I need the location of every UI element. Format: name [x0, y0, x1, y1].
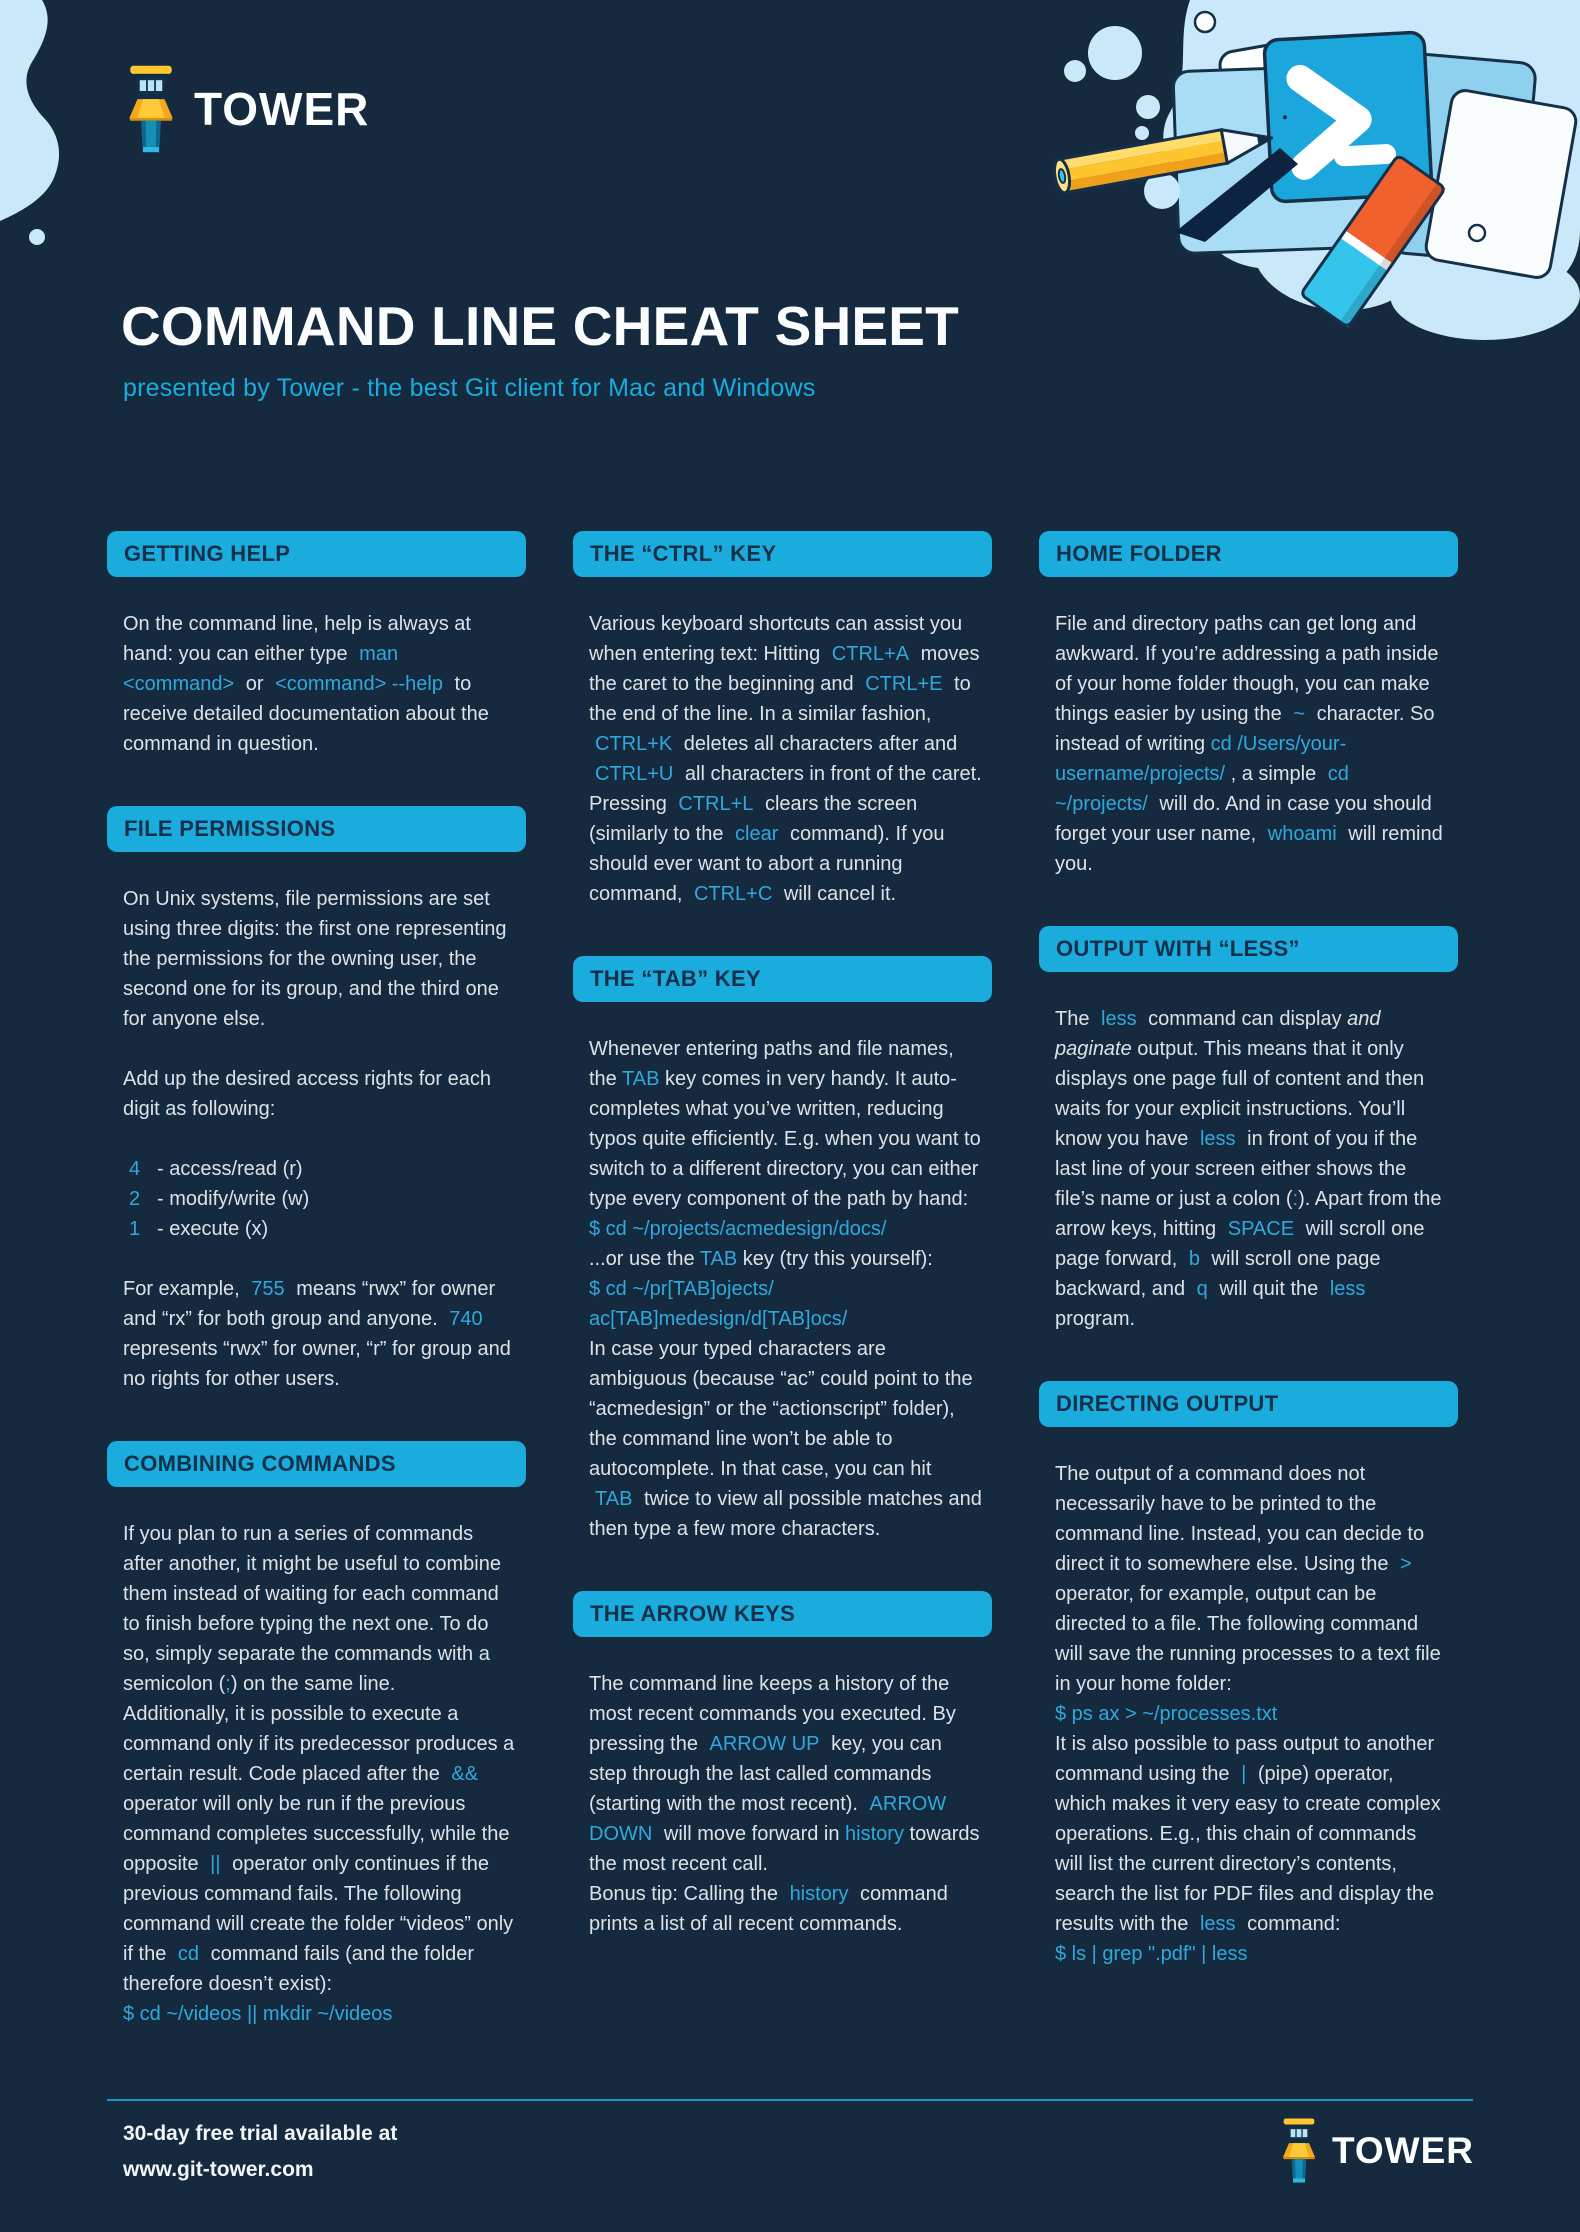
text-run: ) on the same line.	[230, 1673, 396, 1695]
section-header: OUTPUT WITH “LESS”	[1039, 926, 1458, 972]
section-body	[1039, 577, 1458, 879]
paragraph	[123, 884, 516, 1034]
section-body	[1039, 972, 1458, 1334]
inline-code: TAB	[595, 1488, 633, 1510]
inline-code: &&	[451, 1763, 479, 1785]
permission-digit: 2	[129, 1188, 141, 1210]
code-line: $ ls | grep ".pdf" | less	[1055, 1943, 1248, 1965]
section-body	[107, 852, 526, 1394]
bubble-icon	[1469, 225, 1485, 241]
inline-code: ARROW UP	[709, 1733, 820, 1755]
footer-divider	[107, 2099, 1473, 2101]
inline-code: cd /Users/your-username/projects/	[1055, 733, 1347, 785]
text-run: Bonus tip: Calling the	[589, 1883, 784, 1905]
text-run: or	[240, 673, 270, 695]
text-run: output. This means that it only displays one page full of content and then waits for your explicit instructions. You’ll know you have	[1055, 1038, 1425, 1150]
text-run: will remind you.	[1055, 823, 1443, 875]
paragraph	[1055, 1729, 1448, 1939]
section-header: HOME FOLDER	[1039, 531, 1458, 577]
code-line: $ ps ax > ~/processes.txt	[1055, 1703, 1278, 1725]
text-run: , a simple	[1225, 763, 1322, 785]
inline-code: :	[1292, 1188, 1299, 1210]
paragraph	[589, 1034, 982, 1214]
text-run: On Unix systems, file permissions are set using three digits: the first one representing the permissions for the owning user, the second one for its group, and the third one for anyone else.	[123, 888, 507, 1030]
text-run: The command line keeps a history of the most recent commands you executed. By pressing the	[589, 1673, 956, 1755]
section-header: DIRECTING OUTPUT	[1039, 1381, 1458, 1427]
text-run: File and directory paths can get long and awkward. If you’re addressing a path inside of your home folder though, you can make things easier by using the	[1055, 613, 1439, 725]
text-run: in front of you if the last line of your screen either shows the file’s name or just a colon (	[1055, 1128, 1418, 1210]
inline-code: history	[845, 1823, 904, 1845]
text-run: (pipe) operator, which makes it very easy to create complex operations. E.g., this chain of commands will list the current directory’s contents, search the list for PDF files and display the results with the	[1055, 1763, 1441, 1935]
permission-label: - access/read (r)	[157, 1158, 303, 1180]
list-item	[123, 1184, 516, 1214]
inline-code: CTRL+K	[595, 733, 673, 755]
text-run: Add up the desired access rights for each digit as following:	[123, 1068, 491, 1120]
footer-note	[123, 2116, 397, 2188]
text-run: On the command line, help is always at hand: you can either type	[123, 613, 471, 665]
footer-brand	[1279, 2117, 1474, 2184]
text-run: represents “rwx” for owner, “r” for group and no rights for other users.	[123, 1338, 511, 1390]
paragraph	[123, 609, 516, 759]
text-run: ...or use the	[589, 1248, 700, 1270]
inline-code: b	[1188, 1248, 1200, 1270]
section-body	[573, 1637, 992, 1939]
text-run: Various keyboard shortcuts can assist you when entering text: Hitting	[589, 613, 963, 665]
text-run: ). Apart from the arrow keys, hitting	[1055, 1188, 1442, 1240]
text-run: to the end of the line. In a similar fashion,	[589, 673, 971, 725]
text-run: command:	[1241, 1913, 1341, 1935]
inline-code: whoami	[1267, 823, 1337, 845]
section-file-permissions	[107, 806, 526, 1394]
text-run: operator will only be run if the previous command completes successfully, while the opposite	[123, 1793, 510, 1875]
header-brand	[124, 64, 369, 154]
paragraph	[123, 1064, 516, 1124]
inline-code: ARROW DOWN	[589, 1793, 947, 1845]
inline-code: man <command>	[123, 643, 399, 695]
code-line: $ cd ~/projects/acmedesign/docs/	[589, 1218, 887, 1240]
section-header: THE ARROW KEYS	[573, 1591, 992, 1637]
inline-code: less	[1101, 1008, 1137, 1030]
text-run: will scroll one page forward,	[1055, 1218, 1425, 1270]
inline-code: cd	[177, 1943, 200, 1965]
inline-code: CTRL+C	[693, 883, 773, 905]
text-run: command). If you should ever want to abort a running command,	[589, 823, 945, 905]
list-item	[123, 1154, 516, 1184]
inline-code: TAB	[699, 1248, 738, 1270]
section-body	[107, 577, 526, 759]
code-line: $ cd ~/pr[TAB]ojects/	[589, 1278, 774, 1300]
section-body	[573, 1002, 992, 1544]
column	[1039, 531, 1458, 2016]
text-run: deletes all characters after and	[678, 733, 958, 755]
inline-code: SPACE	[1227, 1218, 1295, 1240]
inline-code: CTRL+A	[831, 643, 910, 665]
bubble-icon	[1195, 12, 1215, 32]
text-run: means “rwx” for owner and “rx” for both group and anyone.	[123, 1278, 496, 1330]
section-body	[107, 1487, 526, 2029]
text-run: operator, for example, output can be directed to a file. The following command will save the running processes to a text file in your home folder:	[1055, 1583, 1441, 1695]
section-output-with-less	[1039, 926, 1458, 1334]
text-run: to receive detailed documentation about the command in question.	[123, 673, 489, 755]
inline-code: >	[1400, 1553, 1412, 1575]
inline-code: less	[1199, 1913, 1236, 1935]
text-run: twice to view all possible matches and then type a few more characters.	[589, 1488, 982, 1540]
brand-name: TOWER	[1331, 2129, 1474, 2171]
inline-code: cd ~/projects/	[1055, 763, 1349, 815]
text-run: character. So instead of writing	[1055, 703, 1435, 755]
corner-blob-decoration	[0, 0, 90, 260]
inline-code: <command> --help	[275, 673, 443, 695]
code-line: $ cd ~/videos || mkdir ~/videos	[123, 2003, 393, 2025]
section-getting-help	[107, 531, 526, 759]
text-run: will cancel it.	[778, 883, 897, 905]
column	[107, 531, 526, 2076]
text-run: command prints a list of all recent commands.	[589, 1883, 948, 1935]
text-run: command fails (and the folder therefore doesn’t exist):	[123, 1943, 475, 1995]
section-body	[573, 577, 992, 909]
text-run: will move forward in	[658, 1823, 846, 1845]
text-run: clears the screen (similarly to the	[589, 793, 918, 845]
section-header: COMBINING COMMANDS	[107, 1441, 526, 1487]
paragraph	[1055, 1004, 1448, 1334]
inline-code: ;	[225, 1673, 231, 1695]
section-arrow-keys	[573, 1591, 992, 1939]
inline-code: and paginate	[1055, 1008, 1381, 1060]
text-run: command can display	[1142, 1008, 1348, 1030]
inline-code: CTRL+U	[595, 763, 674, 785]
section-home-folder	[1039, 531, 1458, 879]
text-run: program.	[1055, 1308, 1136, 1330]
text-run: It is also possible to pass output to another command using the	[1055, 1733, 1435, 1785]
terminal-illustration	[980, 0, 1580, 345]
section-ctrl-key	[573, 531, 992, 909]
text-run: Additionally, it is possible to execute a command only if its predecessor produces a certain result. Code placed after the	[123, 1703, 515, 1785]
text-run: towards the most recent call.	[589, 1823, 980, 1875]
inline-code: less	[1199, 1128, 1236, 1150]
text-run: For example,	[123, 1278, 246, 1300]
page-subtitle: presented by Tower - the best Git client for Mac and Windows	[123, 374, 816, 402]
text-run: Whenever entering paths and file names, the	[589, 1038, 954, 1090]
text-run: key comes in very handy. It auto-completes what you’ve written, reducing typos quite efficiently. E.g. when you want to switch to a different directory, you can either type every component of the path by hand:	[589, 1068, 981, 1210]
text-run: operator only continues if the previous command fails. The following command will create the folder “videos” only if the	[123, 1853, 514, 1965]
inline-code: less	[1329, 1278, 1366, 1300]
footer-link[interactable]: www.git-tower.com	[123, 2158, 314, 2181]
paragraph	[123, 1274, 516, 1394]
text-run: In case your typed characters are ambiguous (because “ac” could point to the “acmedesign” or the “actionscript” folder), the command line won’t be able to autocomplete. In that case, you can hit	[589, 1338, 973, 1480]
list-item	[123, 1214, 516, 1244]
footer-trial-text: 30-day free trial available at	[123, 2122, 398, 2145]
inline-code: q	[1196, 1278, 1208, 1300]
paragraph	[589, 609, 982, 909]
section-directing-output	[1039, 1381, 1458, 1969]
brand-name: TOWER	[194, 83, 370, 135]
paragraph	[1055, 609, 1448, 879]
code-line: ac[TAB]medesign/d[TAB]ocs/	[589, 1308, 848, 1330]
inline-code: TAB	[622, 1068, 660, 1090]
section-tab-key	[573, 956, 992, 1544]
inline-code: ||	[210, 1853, 221, 1875]
column	[573, 531, 992, 1986]
text-run: key, you can step through the last called commands (starting with the most recent).	[589, 1733, 942, 1815]
paragraph	[1055, 1459, 1448, 1699]
inline-code: ~	[1293, 703, 1306, 725]
permission-label: - execute (x)	[157, 1218, 269, 1240]
paragraph	[589, 1334, 982, 1544]
text-run: will quit the	[1213, 1278, 1324, 1300]
section-header: GETTING HELP	[107, 531, 526, 577]
tower-logo-icon	[1279, 2117, 1319, 2184]
text-run: The output of a command does not necessarily have to be printed to the command line. Instead, you can decide to direct it to somewhere else. Using the	[1055, 1463, 1425, 1575]
inline-code: 755	[251, 1278, 285, 1300]
text-run: The	[1055, 1008, 1096, 1030]
section-header: THE “CTRL” KEY	[573, 531, 992, 577]
inline-code: CTRL+E	[865, 673, 943, 695]
section-header: FILE PERMISSIONS	[107, 806, 526, 852]
text-run: all characters in front of the caret. Pressing	[589, 763, 982, 815]
inline-code: CTRL+L	[678, 793, 754, 815]
paragraph	[589, 1669, 982, 1939]
permission-label: - modify/write (w)	[157, 1188, 310, 1210]
permission-digit: 4	[129, 1158, 141, 1180]
section-combining-commands	[107, 1441, 526, 2029]
inline-code: clear	[735, 823, 779, 845]
paragraph	[589, 1244, 982, 1274]
inline-code: |	[1241, 1763, 1247, 1785]
text-run: If you plan to run a series of commands after another, it might be useful to combine them instead of waiting for each command to finish before typing the next one. To do so, simply separate the commands with a semicolon (	[123, 1523, 501, 1695]
permission-list	[123, 1154, 516, 1244]
section-header: THE “TAB” KEY	[573, 956, 992, 1002]
permission-digit: 1	[129, 1218, 141, 1240]
text-run: will scroll one page backward, and	[1055, 1248, 1381, 1300]
content-columns	[107, 531, 1458, 2076]
text-run: moves the caret to the beginning and	[589, 643, 980, 695]
page-title: COMMAND LINE CHEAT SHEET	[121, 295, 959, 357]
inline-code: history	[789, 1883, 849, 1905]
text-run: will do. And in case you should forget your user name,	[1055, 793, 1432, 845]
text-run: key (try this yourself):	[737, 1248, 933, 1270]
paragraph	[123, 1519, 516, 1999]
tower-logo-icon	[124, 64, 178, 154]
inline-code: 740	[449, 1308, 483, 1330]
section-body	[1039, 1427, 1458, 1969]
